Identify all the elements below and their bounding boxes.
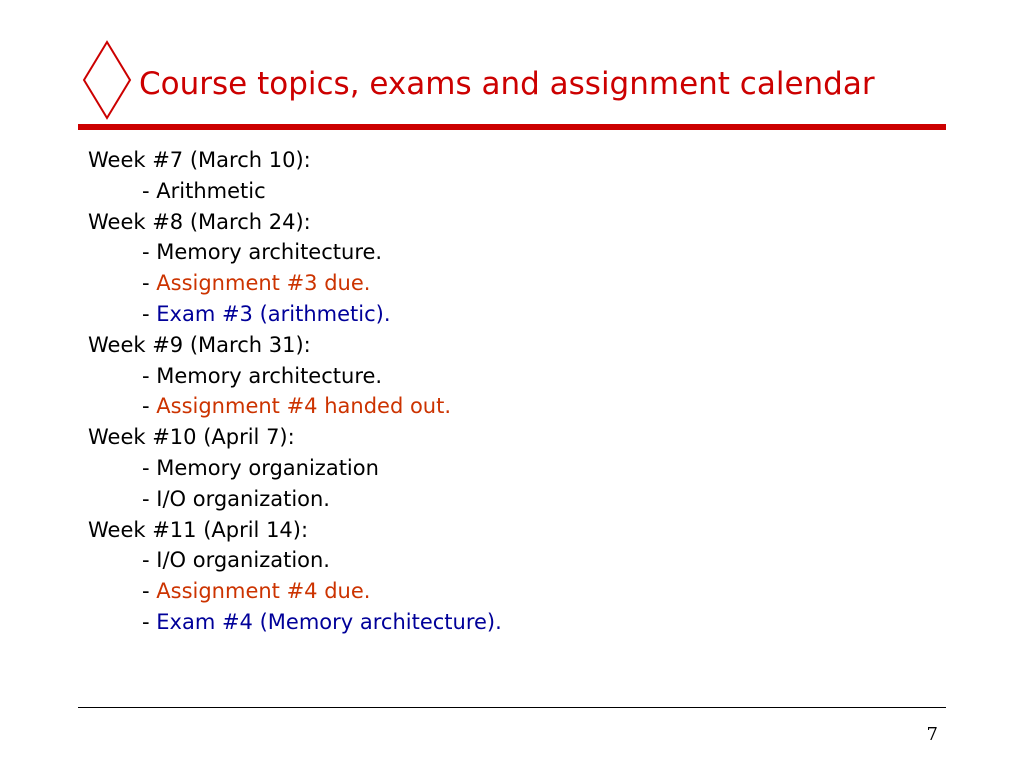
topic-item	[88, 176, 502, 207]
item-text: Arithmetic	[156, 178, 266, 203]
week-heading	[88, 330, 502, 361]
item-text: Week #8 (March 24):	[88, 209, 311, 234]
footer-divider	[78, 707, 946, 708]
diamond-bullet-icon	[82, 40, 132, 120]
page-number: 7	[926, 724, 938, 745]
topic-item	[88, 453, 502, 484]
slide-title: Course topics, exams and assignment calendar	[139, 66, 875, 102]
topic-item	[88, 237, 502, 268]
agenda-list	[88, 145, 502, 638]
topic-item	[88, 545, 502, 576]
item-dash: -	[142, 609, 157, 634]
item-text: Week #10 (April 7):	[88, 425, 295, 450]
item-text: Exam #4 (Memory architecture).	[156, 609, 502, 634]
item-dash: -	[142, 178, 157, 203]
week-heading	[88, 207, 502, 238]
week-heading	[88, 145, 502, 176]
item-text: Memory organization	[156, 455, 379, 480]
item-dash: -	[142, 548, 157, 573]
item-text: Assignment #4 due.	[156, 579, 371, 604]
item-text: Week #11 (April 14):	[88, 517, 309, 542]
week-heading	[88, 422, 502, 453]
title-underline	[78, 124, 946, 130]
topic-item	[88, 484, 502, 515]
item-dash: -	[142, 394, 157, 419]
item-text: Week #9 (March 31):	[88, 332, 311, 357]
item-dash: -	[142, 240, 157, 265]
item-dash: -	[142, 271, 157, 296]
item-text: I/O organization.	[156, 548, 330, 573]
item-dash: -	[142, 363, 157, 388]
exam-item	[88, 299, 502, 330]
exam-item	[88, 607, 502, 638]
assignment-item	[88, 576, 502, 607]
item-dash: -	[142, 486, 157, 511]
assignment-item	[88, 268, 502, 299]
item-text: Memory architecture.	[156, 240, 383, 265]
item-text: Week #7 (March 10):	[88, 148, 311, 172]
assignment-item	[88, 391, 502, 422]
topic-item	[88, 361, 502, 392]
item-text: Assignment #3 due.	[156, 271, 371, 296]
item-text: Memory architecture.	[156, 363, 383, 388]
item-dash: -	[142, 579, 157, 604]
item-dash: -	[142, 301, 157, 326]
item-text: Assignment #4 handed out.	[156, 394, 452, 419]
item-text: I/O organization.	[156, 486, 330, 511]
item-text: Exam #3 (arithmetic).	[156, 301, 391, 326]
item-dash: -	[142, 455, 157, 480]
week-heading	[88, 515, 502, 546]
